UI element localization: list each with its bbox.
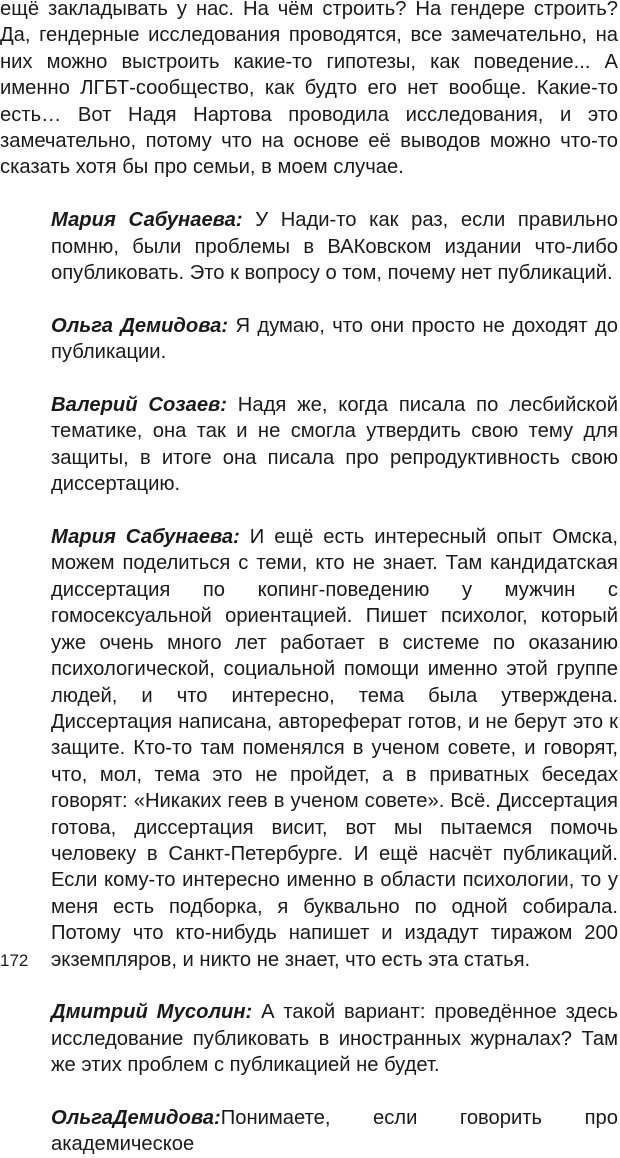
speaker-name: Валерий Созаев: (51, 394, 227, 417)
paragraph-maria-sabunaeva-1 (0, 207, 618, 286)
paragraph-continuation (0, 0, 618, 181)
page-number: 172 (0, 951, 29, 970)
paragraph-olga-demidova-1 (0, 313, 618, 366)
speaker-name: Мария Сабунаева: (51, 209, 243, 232)
paragraph-text: Понимаете, если говорить про академическое (51, 1106, 618, 1156)
speaker-name: ОльгаДемидова: (51, 1106, 221, 1129)
paragraph-text: ещё закладывать у нас. На чём строить? На гендере строить? Да, гендерные исследования проводятся, все замечательно, на них можно выстроить какие-то гипотезы, как поведение... А именно ЛГБТ-сообщество, как будто его нет вообще. Какие-то есть… Вот Надя Нартова проводила исследования, и это замечательно, потому что на основе её выводов можно что-то сказать хотя бы про семьи, в моем случае. (0, 0, 618, 179)
paragraph-text: У Нади-то как раз, если правильно помню, были проблемы в ВАКовском издании что-либо опубликовать. Это к вопросу о том, почему нет публикаций. (51, 209, 618, 285)
paragraph-maria-sabunaeva-2 (0, 524, 618, 973)
paragraph-valery-sozaev (0, 392, 618, 498)
paragraph-text: Я думаю, что они просто не доходят до публикации. (51, 314, 618, 364)
speaker-name: Мария Сабунаева: (51, 526, 240, 549)
paragraph-olga-demidova-2 (0, 1105, 618, 1158)
paragraph-text: Надя же, когда писала по лесбийской тематике, она так и не смогла утвердить свою тему для защиты, в итоге она писала про репродуктивность свою диссертацию. (51, 394, 619, 496)
speaker-name: Ольга Демидова: (51, 314, 229, 337)
paragraph-dmitry-musolin (0, 999, 618, 1078)
paragraph-text: А такой вариант: проведённое здесь исследование публиковать в иностранных журналах? Там же этих проблем с публикацией не будет. (51, 1001, 618, 1077)
speaker-name: Дмитрий Мусолин: (51, 1001, 253, 1024)
paragraph-text: И ещё есть интересный опыт Омска, можем поделиться с теми, кто не знает. Там кандидатская диссертация по копинг-поведению у мужчин с гомосексуальной ориентацией. Пишет психолог, который уже очень много лет работает в системе по оказанию психологической, социальной помощи именно этой группе людей, и что интересно, тема была утверждена. Диссертация написана, автореферат готов, и не берут это к защите. Кто-то там поменялся в ученом совете, и говорят, что, мол, тема это не пройдет, а в приватных беседах говорят: «Никаких геев в ученом совете». Всё. Диссертация готова, диссертация висит, вот мы пытаемся помочь человеку в Санкт-Петербурге. И ещё насчёт публикаций. Если кому-то интересно именно в области психологии, то у меня есть подборка, я буквально по одной собирала. Потому что кто-нибудь напишет и издадут тиражом 200 экземпляров, и никто не знает, что есть эта статья. (51, 526, 618, 971)
